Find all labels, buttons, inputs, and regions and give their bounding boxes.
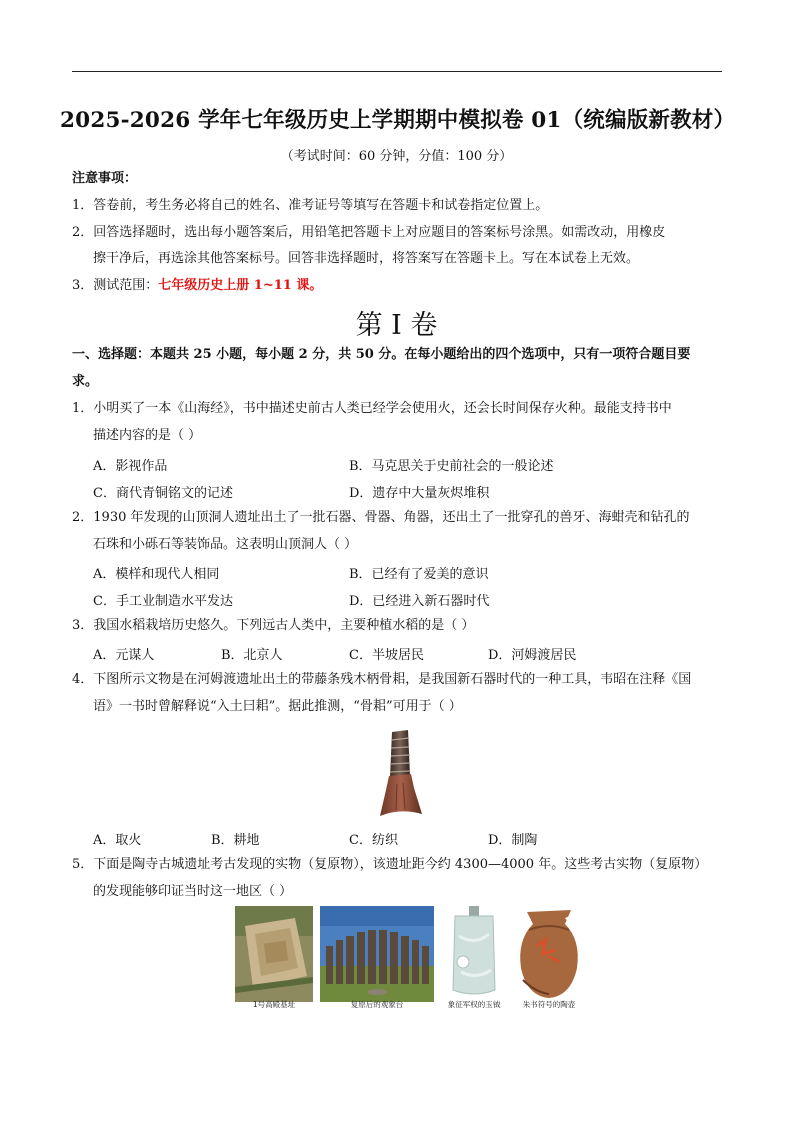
jade-yue-image bbox=[441, 906, 507, 1002]
question-2-option-c: C．手工业制造水平发达 bbox=[93, 594, 233, 609]
caption-observatory: 复原后的观象台 bbox=[350, 1000, 404, 1009]
question-1-option-c: C．商代青铜铭文的记述 bbox=[93, 486, 233, 501]
question-2-option-d: D．已经进入新石器时代 bbox=[349, 594, 490, 609]
notice-item-1: 1．答卷前，考生务必将自己的姓名、准考证号等填写在答题卡和试卷指定位置上。 bbox=[72, 198, 549, 213]
section-intro: 一、选择题：本题共 25 小题，每小题 2 分，共 50 分。在每小题给出的四个选项中，只有一项符合题目要 bbox=[72, 347, 691, 362]
question-1-option-a: A．影视作品 bbox=[93, 459, 168, 474]
question-3-option-c: C．半坡居民 bbox=[349, 648, 424, 663]
notice-item-2: 2．回答选择题时，选出每小题答案后，用铅笔把答题卡上对应题目的答案标号涂黑。如需改动，用橡皮 bbox=[72, 225, 666, 240]
question-4-option-c: C．纺织 bbox=[349, 833, 398, 848]
exam-info: （考试时间：60 分钟，分值：100 分） bbox=[280, 149, 513, 164]
question-2-stem-cont: 石珠和小砾石等装饰品。这表明山顶洞人（ ） bbox=[93, 537, 358, 552]
question-1-option-b: B．马克思关于史前社会的一般论述 bbox=[349, 459, 554, 474]
question-2-option-b: B．已经有了爱美的意识 bbox=[349, 567, 489, 582]
caption-jade-yue: 象征军权的玉钺 bbox=[447, 1000, 501, 1009]
pottery-jar-image bbox=[515, 906, 583, 1002]
question-3-option-b: B．北京人 bbox=[221, 648, 283, 663]
question-4-stem-cont: 语》一书时曾解释说“入土曰耜”。据此推测，“骨耜”可用于（ ） bbox=[93, 699, 462, 714]
question-4-option-d: D．制陶 bbox=[488, 833, 538, 848]
page-title: 2025-2026 学年七年级历史上学期期中模拟卷 01（统编版新教材） bbox=[60, 108, 736, 133]
question-3-stem: 3．我国水稻栽培历史悠久。下列远古人类中，主要种植水稻的是（ ） bbox=[72, 618, 475, 633]
section-intro-cont: 求。 bbox=[72, 374, 99, 389]
bone-si-artifact-image bbox=[370, 728, 430, 818]
question-5-stem: 5．下面是陶寺古城遗址考古发现的实物（复原物），该遗址距今约 4300—4000 年。这些考古实物（复原物） bbox=[72, 857, 708, 872]
question-1-stem: 1．小明买了一本《山海经》，书中描述史前古人类已经学会使用火，还会长时间保存火种。最能支持书中 bbox=[72, 401, 672, 416]
caption-pottery-jar: 朱书符号的陶壶 bbox=[522, 1000, 576, 1009]
question-3-option-a: A．元谋人 bbox=[93, 648, 155, 663]
question-2-option-a: A．模样和现代人相同 bbox=[93, 567, 220, 582]
question-1-option-d: D．遗存中大量灰烬堆积 bbox=[349, 486, 490, 501]
section-title: 第 I 卷 bbox=[355, 310, 438, 341]
question-2-stem: 2．1930 年发现的山顶洞人遗址出土了一批石器、骨器、角器，还出土了一批穿孔的兽牙、海蚶壳和钻孔的 bbox=[72, 510, 690, 525]
test-scope: 七年级历史上册 1~11 课。 bbox=[158, 278, 323, 293]
notice-item-3 bbox=[72, 277, 322, 295]
palace-foundation-image bbox=[235, 906, 313, 1002]
question-4-stem: 4．下图所示文物是在河姆渡遗址出土的带藤条残木柄骨耜，是我国新石器时代的一种工具，韦昭在注释《国 bbox=[72, 672, 692, 687]
notice-item-3-label: 3．测试范围： bbox=[72, 278, 159, 293]
question-1-stem-cont: 描述内容的是（ ） bbox=[93, 428, 202, 443]
question-5-stem-cont: 的发现能够印证当时这一地区（ ） bbox=[93, 884, 293, 899]
notice-heading: 注意事项： bbox=[72, 171, 138, 186]
observatory-image bbox=[320, 906, 434, 1002]
header-rule bbox=[72, 71, 722, 72]
question-3-option-d: D．河姆渡居民 bbox=[488, 648, 577, 663]
caption-palace-foundation: 1号高殿基址 bbox=[252, 1000, 296, 1009]
question-4-option-a: A．取火 bbox=[93, 833, 142, 848]
notice-item-2-cont: 擦干净后，再选涂其他答案标号。回答非选择题时，将答案写在答题卡上。写在本试卷上无效。 bbox=[93, 251, 640, 266]
question-4-option-b: B．耕地 bbox=[211, 833, 260, 848]
